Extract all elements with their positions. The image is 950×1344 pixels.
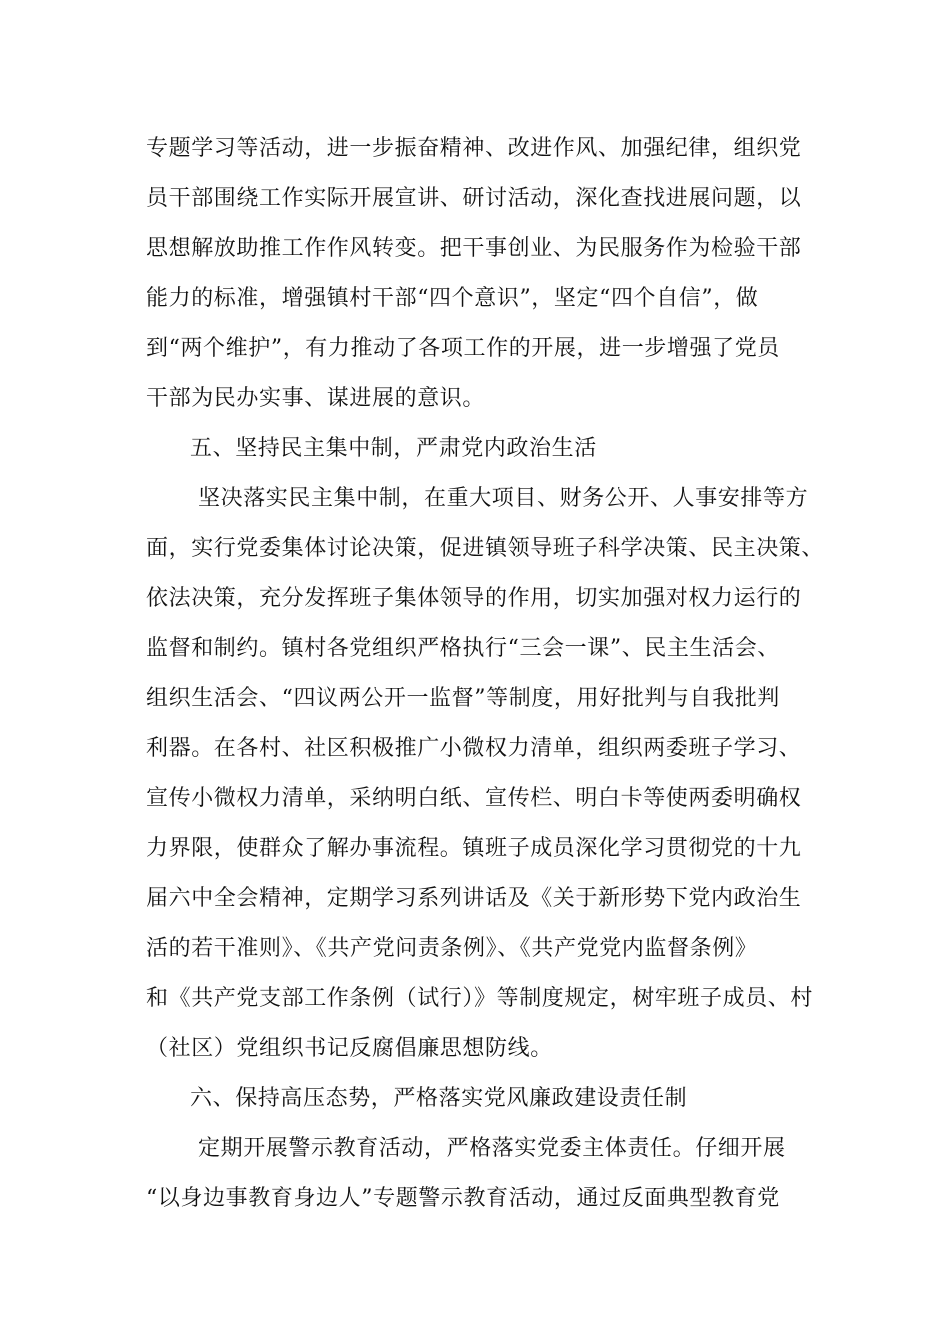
body-line-14: 力界限，使群众了解办事流程。镇班子成员深化学习贯彻党的十九: [146, 836, 802, 861]
body-line-13: 宣传小微权力清单，采纳明白纸、宣传栏、明白卡等使两委明确权: [146, 786, 802, 811]
body-line-7: 坚决落实民主集中制，在重大项目、财务公开、人事安排等方: [198, 486, 809, 511]
body-line-12: 利器。在各村、社区积极推广小微权力清单，组织两委班子学习、: [146, 736, 802, 761]
body-line-17: 和《共产党支部工作条例（试行）》等制度规定，树牢班子成员、村: [146, 986, 814, 1011]
body-line-19: 定期开展警示教育活动，严格落实党委主体责任。仔细开展: [198, 1136, 786, 1161]
body-line-18: （社区）党组织书记反腐倡廉思想防线。: [146, 1036, 553, 1061]
body-line-16: 活的若干准则》、《共产党问责条例》、《共产党党内监督条例》: [146, 936, 758, 961]
body-line-11: 组织生活会、“四议两公开一监督”等制度，用好批判与自我批判: [146, 686, 780, 711]
body-line-4: 能力的标准，增强镇村干部“四个意识”，坚定“四个自信”，做: [146, 286, 759, 311]
body-line-3: 思想解放助推工作作风转变。把干事创业、为民服务作为检验干部: [146, 236, 802, 261]
section-heading-6: 六、保持高压态势，严格落实党风廉政建设责任制: [190, 1086, 688, 1111]
body-line-9: 依法决策，充分发挥班子集体领导的作用，切实加强对权力运行的: [146, 586, 802, 611]
body-line-20: “以身边事教育身边人”专题警示教育活动，通过反面典型教育党: [146, 1186, 780, 1211]
body-line-1: 专题学习等活动，进一步振奋精神、改进作风、加强纪律，组织党: [146, 136, 802, 161]
section-heading-5: 五、坚持民主集中制，严肃党内政治生活: [190, 436, 597, 461]
body-line-2: 员干部围绕工作实际开展宣讲、研讨活动，深化查找进展问题，以: [146, 186, 802, 211]
body-line-15: 届六中全会精神，定期学习系列讲话及《关于新形势下党内政治生: [146, 886, 802, 911]
body-line-10: 监督和制约。镇村各党组织严格执行“三会一课”、民主生活会、: [146, 636, 780, 661]
body-line-8: 面，实行党委集体讨论决策，促进镇领导班子科学决策、民主决策、: [146, 536, 825, 561]
body-line-5: 到“两个维护”，有力推动了各项工作的开展，进一步增强了党员: [146, 336, 780, 361]
body-line-6: 干部为民办实事、谋进展的意识。: [146, 386, 486, 411]
